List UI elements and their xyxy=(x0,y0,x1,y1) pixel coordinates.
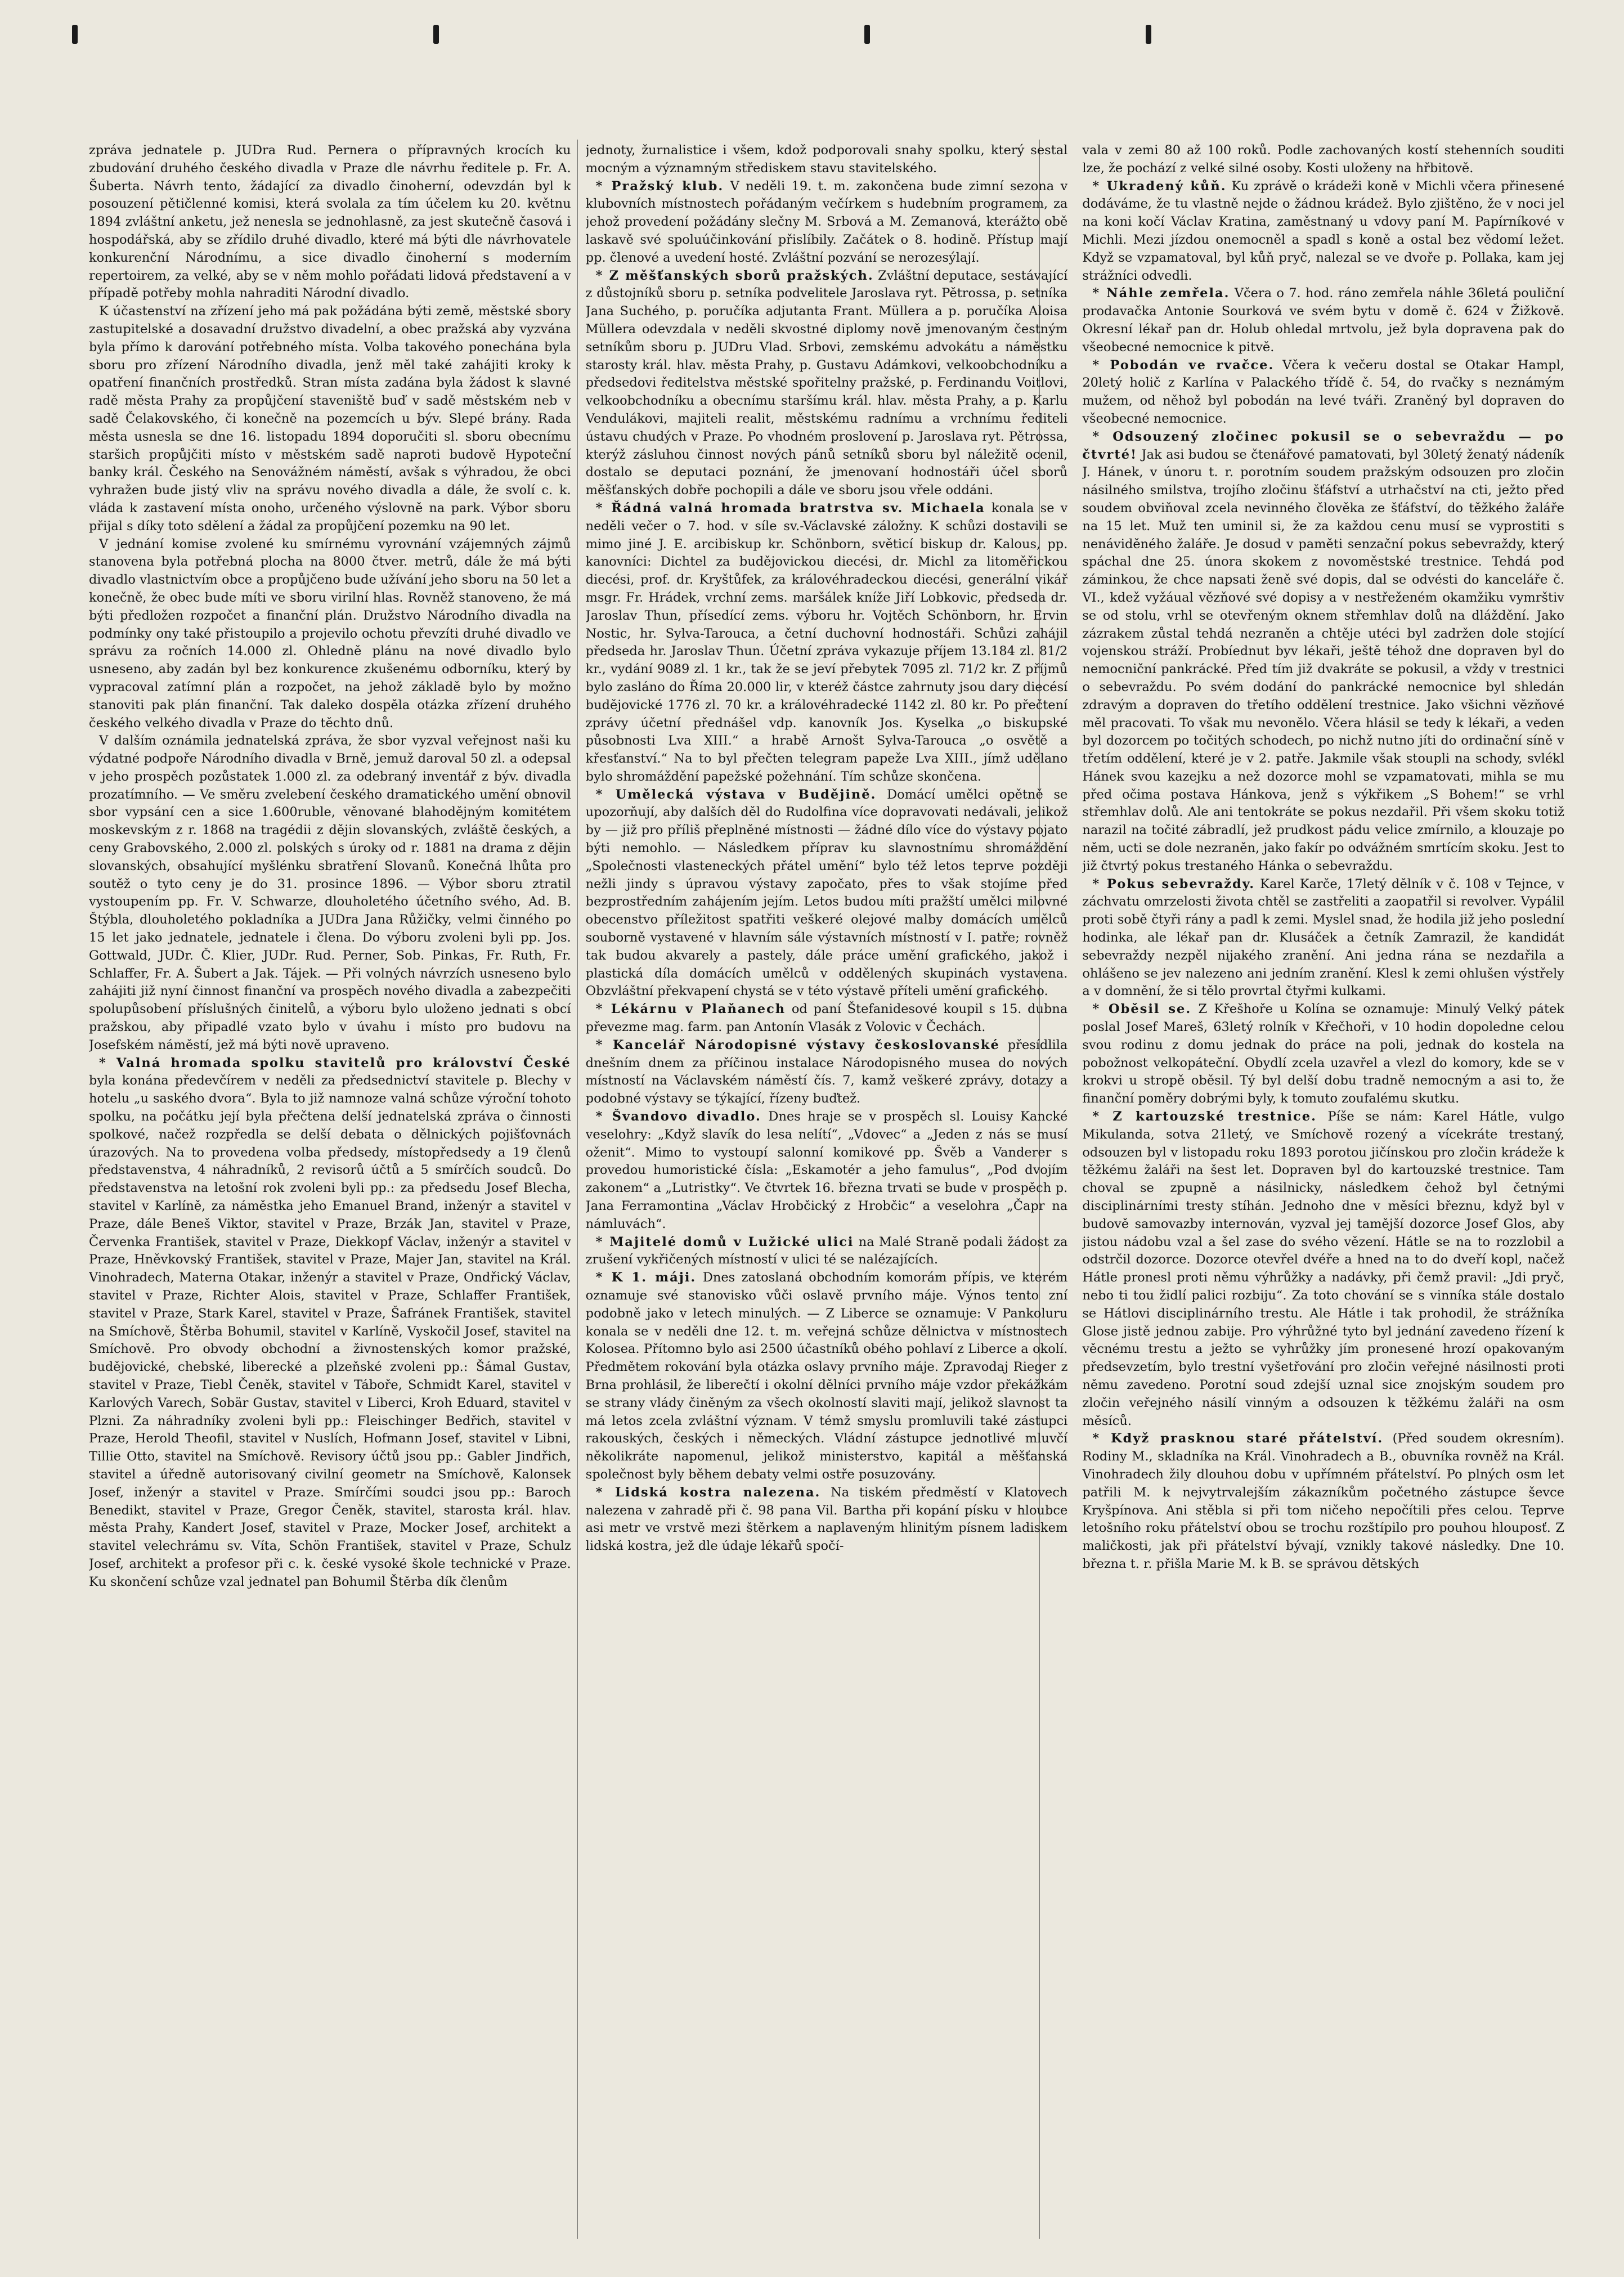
article-paragraph xyxy=(1082,876,1564,1001)
article-heading: * Náhle zemřela. xyxy=(1092,286,1230,301)
column-2 xyxy=(586,142,1068,2252)
article-text: (Před soudem okresním). Rodiny M., skladníka na Král. Vinohradech a B., obuvníka rovněž na Král. Vinohradech žily dlouhou dobu v upřímném přátelství. Po plných osm let patřili M. k nejvytrvalejším zákazníkům početného zástupce ševce Kryšpínova. Ani stěbla si při tom ničeho nepočítili přes celou. Teprve letošního roku přátelství obou se trochu rozštípilo pro pouhou hlouposť. Z maličkosti, jak při přátelství bývají, vznikly takové následky. Dne 10. března t. r. přišla Marie M. k B. se správou dětských xyxy=(1082,1431,1564,1571)
article-paragraph xyxy=(586,1269,1068,1484)
article-paragraph xyxy=(586,142,1068,178)
article-heading: * Kancelář Národopisné výstavy českoslovanské xyxy=(595,1037,1000,1052)
article-text: K účastenství na zřízení jeho má pak požádána býti země, městské sbory zastupitelské a dosavadní družstvo divadelní, a obec pražská aby vyzvána byla přímo k darování potřebného místa. Volba takového ponechána byla sboru pro zřízení Národního divadla, jenž měl také zahájiti kroky k opatření finančních prostředků. Stran místa zadána byla žádost k slavné radě města Prahy za propůjčení staveniště buď v sadě městském neb v sadě Čelakovského, či konečně na pozemcích u býv. Slepé brány. Rada města usnesla se dne 16. listopadu 1894 doporučiti sl. sboru obecnímu staršich propůjčiti místo v městském sadě naproti budově Hypoteční banky král. Českého na Senovážném náměstí, avšak s výhradou, že obci vyhražen bude jistý vliv na správu nového divadla a dále, že svolí c. k. vláda k zastavení místa onoho, určeného výslovně na park. Výbor sboru přijal s díky toto sdělení a žádal za propůjčení pozemku na 90 let. xyxy=(89,304,571,534)
binding-mark xyxy=(433,25,439,44)
article-paragraph xyxy=(89,303,571,535)
article-text: V dalším oznámila jednatelská zpráva, že sbor vyzval veřejnost naši ku výdatné podpoře Národního divadla v Brně, jemuž daroval 50 zl. a odepsal v jeho prospěch pozůstatek 1.000 zl. za odebraný inventář z býv. divadla prozatímního. — Ve směru zvelebení českého dramatického umění obnovil sbor vypsání cen a sice 1.600ruble, věnované blahodějným komitétem moskevským z r. 1868 na tragédii z dějin slovanských, zvláště českých, a ceny Grabovského, 2.000 zl. polských s úroky od r. 1881 na drama z dějin slovanských, obsahující myšlénku sbratření Slovanů. Konečná lhůta pro soutěž o tyto ceny je do 31. prosince 1896. — Výbor sboru ztratil vystoupením pp. Fr. V. Schwarze, dlouholetého účetního svého, Ad. B. Štýbla, dlouholetého pokladníka a JUDra Jana Růžičky, velmi činného po 15 let jako jednatele, jednatele i člena. Do výboru zvoleni byli pp. Jos. Gottwald, JUDr. Č. Klier, JUDr. Rud. Perner, Sob. Pinkas, Fr. Ruth, Fr. Schlaffer, Fr. A. Šubert a Jak. Tájek. — Při volných návrzích usneseno bylo zahájiti již nyní činnost finanční va prospěch nového divadla a zabezpečiti spolupůsobení příslušných činitelů, a výboru bylo uloženo jednati s obcí pražskou, aby připadlé vzato bylo v úvahu i místo pro budovu na Josefském náměstí, jež má býti nově upraveno. xyxy=(89,733,571,1052)
article-heading: * Odsouzený zločinec pokusil se o sebevraždu — po čtvrté! xyxy=(1082,429,1564,462)
column-1 xyxy=(89,142,571,2252)
article-paragraph xyxy=(586,786,1068,1001)
binding-mark xyxy=(1146,25,1151,44)
article-paragraph xyxy=(586,267,1068,500)
article-heading: * Když prasknou staré přátelství. xyxy=(1092,1431,1384,1446)
article-paragraph xyxy=(89,142,571,303)
article-text: přesídlila dnešním dnem za příčinou instalace Národopisného musea do nových místností na Václavském náměstí čís. 7, kamž veškeré zprávy, dotazy a podobné výstavy se týkající, řízeny buďtež. xyxy=(585,1037,1068,1106)
article-paragraph xyxy=(586,178,1068,267)
article-text: Včera o 7. hod. ráno zemřela náhle 36letá pouliční prodavačka Antonie Sourková ve svém bytu v domě č. 624 v Žižkově. Okresní lékař pan dr. Holub ohledal mrtvolu, jež byla dopravena pak do všeobecné nemocnice k pitvě. xyxy=(1082,286,1564,355)
article-text: Jak asi budou se čtenářové pamatovati, byl 30letý ženatý nádeník J. Hánek, v únoru t. r. porotním soudem pražským odsouzen pro zločin násilného smilstva, trojího zločinu šťáfství a utrhačství na cti, ježto před soudem obviňoval zcela nevinného člověka ze šťáfství, do těžkého žaláře na 15 let. Muž ten uminil si, že za každou cenu musí se vyprostiti s nenáviděného žaláře. Je dosud v paměti senzační pokus sebevraždy, který spáchal dne 25. února skokem z novoměstské trestnice. Tehdá pod záminkou, že chce napsati ženě své dopis, dal se odvésti do kanceláře č. VI., kdež vyžáual vězňové své dopisy a v nestřeženém okamžiku vymrštiv se od stolu, vrhl se otevřeným oknem střemhlav dolů na dláždění. Jako zázrakem zůstal tehdá nezraněn a chtěje utéci byl zadržen dole stojící vojenskou stráží. Probíednut byv lékaři, ještě téhož dne dopraven byl do nemocniční pankrácké. Před tím již dvakráte se pokusil, a vždy v trestnici o sebevraždu. Po svém dodání do pankrácké nemocnice byl shledán zdravým a dopraven do třetího oddělení trestnice. Jako všichni vězňové měl pracovati. To však mu nevonělo. Včera hlásil se tedy k lékaři, a veden byl dozorcem po točitých schodech, po nichž nutno jíti do ordinační síně v třetím oddělení, které je v 2. patře. Jakmile však stoupli na schody, svlékl Hánek svou kazejku a než dozorce mohl se vzpamatovati, mihla se mu před očima postava Hánkova, jenž s výkřikem „S Bohem!“ se vrhl střemhlav dolů. Ale ani tentokráte se pokus nezdařil. Při všem skoku totiž narazil na točité zábradlí, jež prudkost pádu velice zmírnilo, a klouzaje po něm, ucti se dole nezraněn, jako fakír po odvážném smrtícím skoku. Jest to již čtvrtý pokus trestaného Hánka o sebevraždu. xyxy=(1082,447,1564,873)
article-text: Včera k večeru dostal se Otakar Hampl, 20letý holič z Karlína v Palackého třídě č. 54, do rvačky s neznámým mužem, od něhož byl pobodán na levé tváři. Zraněný byl dopraven do všeobecné nemocnice. xyxy=(1082,357,1564,426)
article-paragraph xyxy=(586,1484,1068,1556)
article-heading: * Z kartouzské trestnice. xyxy=(1092,1109,1317,1124)
article-text: V neděli 19. t. m. zakončena bude zimní sezona v klubovních místnostech pořádaným večírkem s hudebním programem, za jehož provedení požádány slečny M. Srbová a M. Zemanová, kterážto obě laskavě své spoluúčinkování přislíbily. Začátek o 8. hodině. Přístup mají pp. členové a uvedení hosté. Zvláštní pozvání se nerozesýlají. xyxy=(585,178,1068,265)
article-paragraph xyxy=(586,1037,1068,1108)
article-heading: * K 1. máji. xyxy=(595,1270,697,1285)
article-paragraph xyxy=(586,1234,1068,1270)
article-heading: * Majitelé domů v Lužické ulici xyxy=(595,1234,854,1249)
article-heading: * Lidská kostra nalezena. xyxy=(595,1485,821,1500)
article-columns xyxy=(89,142,1564,2252)
article-heading: * Oběsil se. xyxy=(1092,1002,1192,1017)
article-text: na Malé Straně podali žádost za zrušení vykřičených místností v ulici té se nalézajících. xyxy=(585,1234,1068,1267)
article-text: Z Křešhoře u Kolína se oznamuje: Minulý Velký pátek poslal Josef Mareš, 63letý rolník v Křečhoři, v 10 hodin dopoledne celou svou rodinu z domu jednak do práce na poli, jednak do kostela na pobožnost velkopáteční. Obydlí zcela uzavřel a vlezl do komory, kde se v krokvi u stropě oběsil. Tý byl delší dobu tradně nemocným a asi to, že finanční poměry dobrými byly, k tomuto zoufalému skutku. xyxy=(1082,1002,1564,1106)
article-text: Dnes hraje se v prospěch sl. Louisy Kancké veselohry: „Když slavík do lesa nelítí“, „Vdovec“ a „Jeden z nás se musí oženit“. Mimo to vystoupí salonní komikové pp. Švěb a Vanderer s provedou humoristické čísla: „Eskamotér a jeho famulus“, „Pod dvojím zakonem“ a „Lutristky“. Ve čtvrtek 16. března trvati se bude v prospěch p. Jana Ferramontina „Václav Hrobčický z Hrobčic“ a veselohra „Čapr na námluvách“. xyxy=(585,1109,1068,1231)
article-paragraph xyxy=(1082,285,1564,356)
article-text: vala v zemi 80 až 100 roků. Podle zachovaných kostí stehenních souditi lze, že pochází z velké silné osoby. Kosti uloženy na hřbitově. xyxy=(1082,143,1564,176)
article-paragraph xyxy=(1082,178,1564,285)
column-3 xyxy=(1082,142,1564,2252)
article-text: zpráva jednatele p. JUDra Rud. Pernera o přípravných krocích ku zbudování druhého českého divadla v Praze dle návrhu ředitele p. Fr. A. Šuberta. Návrh tento, žádající za divadlo činoherní, odevzdán byl k posouzení pětičlenné komisi, která svolala za tím účelem ku 20. květnu 1894 zvláštní anketu, jež nenesla se jednohlasně, za jest skutečně časová i hospodářská, aby se zřídilo druhé divadlo, které má býti dle návrhovatele konkurenční Národnímu, a sice divadlo činoherní s moderním repertoirem, za velké, aby se v něm mohlo pořádati lidová představení a v případě potřeby mohla nahraditi Národní divadlo. xyxy=(89,143,571,301)
article-paragraph xyxy=(1082,1108,1564,1430)
article-text: Domácí umělci opětně se upozorňují, aby dalších děl do Rudolfina více dopravovati nedávali, jelikož by — již pro příliš přeplněné místnosti — žádné dílo více do výstavy pojato býti nemohlo. — Následkem příprav ku slavnostnímu shromáždění „Společnosti vlasteneckých přátel umění“ bylo též letos teprve později nežli jindy s úpravou výstavy započato, přes to však stojíme před bezprostředním zahájením jejím. Letos budou míti pražští umělci milovné obecenstvo příležitost spatřiti veškeré olejové malby domácích umělců souborně vystavené v hlavním sále výstavních místností v I. patře; rovněž tak budou akvarely a pastely, dále práce umění grafického, jakož i plastická díla domácích umělců v oddělených skupinách vystavena. Obzvláštní překvapení chystá se v této výstavě příteli umění grafického. xyxy=(585,787,1068,999)
article-text: od paní Štefanidesové koupil s 15. dubna převezme mag. farm. pan Antonín Vlasák z Volovic v Čechách. xyxy=(585,1002,1068,1035)
article-paragraph xyxy=(586,500,1068,786)
article-heading: * Švandovo divadlo. xyxy=(595,1109,761,1124)
article-paragraph xyxy=(1082,1430,1564,1573)
article-text: Dnes zatoslaná obchodním komorám přípis, ve kterém oznamuje své stanovisko vůči oslavě prvního máje. Výnos tento zní podobně jako v letech minulých. — Z Liberce se oznamuje: V Pankoluru konala se v neděli dne 12. t. m. veřejná schůze dělnictva v místnostech Kolosea. Přítomno bylo asi 2500 účastníků obého pohlaví z Liberce a okolí. Předmětem rokování byla otázka oslavy prvního máje. Zpravodaj Rieger z Brna prohlásil, že liberečtí i okolní dělníci prvního máje vzdor překážkám se strany vlády činěným za všech okolností slaviti mají, jelikož slavnost ta má letos zcela zvláštní význam. V témž smyslu promluvili také zástupci rakouských, českých i německých. Vládní zástupce jednotlivé mluvčí několikráte napomenul, jelikož ministerstvo, kapitál a měšťanská společnost byly během debaty velmi ostře posuzovány. xyxy=(585,1270,1068,1482)
article-heading: * Řádná valná hromada bratrstva sv. Michaela xyxy=(595,500,985,516)
binding-marks xyxy=(0,17,1624,51)
article-heading: * Z měšťanských sborů pražských. xyxy=(595,268,874,283)
article-paragraph xyxy=(89,732,571,1054)
article-text: Ku zprávě o krádeži koně v Michli včera přinesené dodáváme, že tu vlastně nejde o žádnou krádež. Bylo zjištěno, že v noci jel na koni kočí Václav Kratina, zaměstnaný u vdovy paní M. Papírníkové v Michli. Mezi jízdou onemocněl a spadl s koně a ostal bez vědomí ležet. Když se vzpamatoval, byl kůň pryč, nalezal se ve dvoře p. Pollaka, kam jej strážníci odvedli. xyxy=(1082,178,1564,283)
article-heading: * Umělecká výstava v Budějině. xyxy=(595,787,877,802)
article-heading: * Pobodán ve rvačce. xyxy=(1092,357,1275,373)
article-text: Na tiském předměstí v Klatovech nalezena v zahradě při č. 98 pana Vil. Bartha při kopání písku v hloubce asi metr ve vrstvě mezi štěrkem a naplaveným hlinitým písnem ladiskem lidská kostra, jež dle údaje lékařů spočí- xyxy=(585,1485,1068,1554)
article-paragraph xyxy=(1082,142,1564,178)
article-paragraph xyxy=(1082,357,1564,428)
binding-mark xyxy=(864,25,870,44)
article-paragraph xyxy=(1082,1001,1564,1108)
article-text: Píše se nám: Karel Hátle, vulgo Mikulanda, sotva 21letý, ve Smíchově rozený a vícekráte trestaný, odsouzen byl v listopadu roku 1893 porotou jičínskou pro zločin krádeže k těžkému žaláři na šest let. Dopraven byl do kartouzské trestnice. Tam choval se zpupně a násilnicky, následkem čehož byl četnými disciplinárními tresty stíhán. Jednoho dne v měsíci březnu, když byl v budově samovazby internován, vyzval jej tamější dozorce Josef Glos, aby jistou nádobu vzal a šel zase do svého vězení. Hátle se na to rozzlobil a odstrčil dozorce. Dozorce otevřel dvéře a hned na to do dveří kopl, načež Hátle pronesl proti němu výhrůžky a nadávky, při čemž pravil: „Jdi pryč, nebo ti tou židlí palici rozbiju“. Za toto chování se s vinníka stále dostalo se Hátlovi disciplinárního trestu. Ale Hátle i tak prohodil, že strážníka Glose jistě jednou zabije. Pro výhrůžné tyto byl jednání zavedeno řízení k věcnému trestu a ježto se vyhrůžky jím pronesené hrozí opakovaným předsevzetím, bylo trestní vyšetřování pro zločin veřejné násilnosti proti němu zavedeno. Porotní soud zdejší uznal sice znojským soudem pro zločin veřejného násilí vinným a odsouzen k těžkému žaláři na osm měsíců. xyxy=(1082,1109,1564,1428)
article-text: jednoty, žurnalistice i všem, kdož podporovali snahy spolku, který sestal mocným a významným střediskem stavu stavitelského. xyxy=(585,143,1068,176)
article-heading: * Lékárnu v Plaňanech xyxy=(595,1002,786,1017)
article-paragraph xyxy=(586,1001,1068,1037)
article-heading: * Valná hromada spolku stavitelů pro království České xyxy=(99,1055,571,1070)
article-paragraph xyxy=(1082,428,1564,876)
binding-mark xyxy=(72,25,78,44)
article-paragraph xyxy=(89,1055,571,1592)
article-text: Zvláštní deputace, sestávající z důstojníků sboru p. setníka podvelitele Jaroslava ryt. Pětrossa, p. setníka Jana Suchého, p. poručíka adjutanta Frant. Müllera a p. poručíka Aloisa Müllera odevzdala v neděli skvostné diplomy nově jmenovaným čestným setníkům sboru p. JUDru Vlad. Srbovi, zemskému advokátu a náměstku starosty král. hlav. města Prahy, p. Gustavu Adámkovi, velkoobchodníku a předsedovi ředitelstva městské spořitelny pražské, p. Ferdinandu Voitlovi, velkoobchodníku a obecnímu staršímu král. hlav. města Prahy, a p. Karlu Vendulákovi, majiteli realit, městskému radnímu a vrchnímu řediteli ústavu chudých v Praze. Po vhodném proslovení p. Jaroslava ryt. Pětrossa, kterýž zásluhou činnost nových pánů setníků sboru byl náležitě ocenil, dostalo se deputaci poznání, že jmenovaní hodnostáři účel sborů měšťanských dobře pochopili a dále ve sboru jsou vřele oddáni. xyxy=(585,268,1068,498)
article-paragraph xyxy=(89,536,571,733)
article-heading: * Pražský klub. xyxy=(595,178,724,194)
article-text: Karel Karče, 17letý dělník v č. 108 v Tejnce, v záchvatu omrzelosti života chtěl se zastřeliti a zaopatřil si revolver. Vypálil proti sobě čtyři rány a padl k zemi. Myslel snad, že hodila již jeho poslední hodinka, ale lékař pan dr. Klusáček a četník Zamrazil, že kandidát sebevraždy nezpěl nijakého zranění. Ani jedna rána se nezdařila a ohlášeno se jev nalezeno ani jedním zranění. Klesl k zemi ohlušen výstřely a v domnění, že si tělo provrtal čtyřmi kulkami. xyxy=(1082,876,1564,999)
article-heading: * Ukradený kůň. xyxy=(1092,178,1227,194)
article-text: konala se v neděli večer o 7. hod. v síle sv.-Václavské záložny. K schůzi dostavili se mimo jiné J. E. arcibiskup kr. Schönborn, světicí biskup dr. Kalous, pp. kanovníci: Dichtel za budějovickou diecési, dr. Michl za litoměřickou diecési, prof. dr. Kryštůfek, za královéhradeckou diecési, generální vikář msgr. Fr. Hrádek, vrchní zems. maršálek kníže Jiří Lobkovic, předseda dr. Jaroslav Thun, přísedící zems. výboru hr. Vojtěch Schönborn, hr. Ervin Nostic, hr. Sylva-Tarouca, a četní duchovní hodnostáři. Schůzi zahájil předseda hr. Jaroslav Thun. Účetní zpráva vykazuje příjem 13.184 zl. 81/2 kr., vydání 9089 zl. 1 kr., tak že se jeví přebytek 7095 zl. 71/2 kr. Z příjmů bylo zasláno do Říma 20.000 lir, v kteréž částce zahrnuty jsou dary diecésí budějovické 1776 zl. 70 kr. a královéhradecké 1142 zl. 80 kr. Po přečtení zprávy účetní přednášel vdp. kanovník Jos. Kyselka „o biskupské působnosti Lva XIII.“ a hrabě Arnošt Sylva-Tarouca „o osvětě a křesťanství.“ Na to byl přečten telegram papeže Lva XIII., jímž udělano bylo shromáždění papežské požehnání. Tím schůze skončena. xyxy=(585,500,1068,784)
article-paragraph xyxy=(586,1108,1068,1234)
article-text: byla konána předevčírem v neděli za předsednictví stavitele p. Blechy v hotelu „u saského dvora“. Byla to již namnoze valná schůze výroční tohoto spolku, na počátku její byla přečtena delší jednatelská zpráva o činnosti spolkové, načež rozpředla se delší debata o dělnických pojišťovnách úrazových. Na to provedena volba předsedy, místopředsedy a 19 členů představenstva, 4 náhradníků, 2 revisorů účtů a 5 smírčích soudců. Do představenstva na letošní rok zvoleni byli pp.: za předsedu Josef Blecha, stavitel v Karlíně, za náměstka jeho Emanuel Brand, inženýr a stavitel v Praze, dále Beneš Viktor, stavitel v Praze, Brzák Jan, stavitel v Praze, Červenka František, stavitel v Praze, Diekkopf Václav, inženýr a stavitel v Praze, Hněvkovský František, stavitel v Praze, Majer Jan, stavitel na Král. Vinohradech, Materna Otakar, inženýr a stavitel v Praze, Ondřický Václav, stavitel v Praze, Richter Alois, stavitel v Praze, Schlaffer František, stavitel v Praze, Stark Karel, stavitel v Praze, Šafránek František, stavitel na Smíchově, Štěrba Bohumil, stavitel v Karlíně, Vyskočil Josef, stavitel na Smíchově. Pro obvody obchodní a živnostenských komor pražské, budějovické, chebské, liberecké a plzeňské zvoleni pp.: Šámal Gustav, stavitel v Praze, Tiebl Čeněk, stavitel v Táboře, Schmidt Karel, stavitel v Karlových Varech, Sobär Gustav, stavitel v Liberci, Kroh Eduard, stavitel v Plzni. Za náhradníky zvoleni byli pp.: Fleischinger Bedřich, stavitel v Praze, Herold Theofil, stavitel v Nuslích, Hofmann Josef, stavitel v Libni, Tillie Otto, stavitel na Smíchově. Revisory účtů jsou pp.: Gabler Jindřich, stavitel a úředně autorisovaný civilní geometr na Smíchově, Kalonsek Josef, inženýr a stavitel v Praze. Smírčími soudci jsou pp.: Baroch Benedikt, stavitel v Praze, Gregor Čeněk, stavitel, starosta král. hlav. města Prahy, Kandert Josef, stavitel v Praze, Mocker Josef, architekt a stavitel velechrámu sv. Víta, Schön František, stavitel v Praze, Schulz Josef, architekt a profesor při c. k. české vysoké škole technické v Praze. Ku skončení schůze vzal jednatel pan Bohumil Štěrba dík členům xyxy=(89,1073,571,1589)
article-text: V jednání komise zvolené ku smírnému vyrovnání vzájemných zájmů stanovena byla potřebná plocha na 8000 čtver. metrů, dále že má býti divadlo vlastnictvím obce a propůjčeno bude užívání jeho sboru na 50 let a konečně, že obec bude míti ve sboru virilní hlas. Rovněž stanoveno, že má býti předložen rozpočet a finanční plán. Družstvo Národního divadla na podmínky ony také přistoupilo a projevilo ochotu převzíti druhé divadlo ve správu za ročních 14.000 zl. Ohledně plánu na nové divadlo bylo usneseno, aby zadán byl bez konkurence zkušenému odborníku, který by vypracoval zatímní plán a rozpočet, na jehož základě bylo by možno stanoviti pak plán finanční. Tak daleko dospěla otázka zřízení druhého českého velkého divadla v Praze do těchto dnů. xyxy=(89,536,571,730)
article-heading: * Pokus sebevraždy. xyxy=(1092,876,1255,891)
